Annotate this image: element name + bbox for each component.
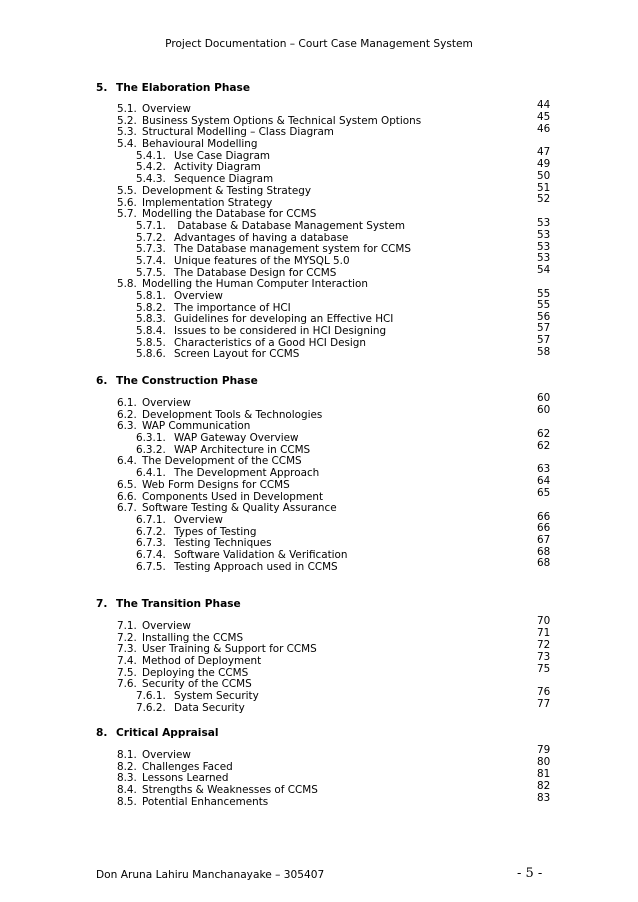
toc-page-number: 53 [537,241,551,253]
toc-page-number: 68 [537,557,551,569]
toc-page-number: 56 [537,311,551,323]
toc-page-number: 57 [537,334,551,346]
toc-page-number: 73 [537,651,551,663]
section-title: Critical Appraisal [116,727,219,739]
section-heading [96,598,241,610]
toc-entry-number: 8.4. [117,784,137,797]
toc-page-number: 66 [537,511,551,523]
toc-page-number: 47 [537,146,551,158]
toc-entry-title: Installing the CCMS [142,631,244,644]
toc-entry-number: 7.5. [117,666,137,679]
toc-entry-title: Development Tools & Technologies [142,408,323,421]
toc-entry-number: 7.6. [117,678,137,691]
toc-page-number: 72 [537,639,551,651]
toc-entry-number: 5.1. [117,103,137,115]
toc-page-number: 82 [537,780,551,792]
toc-entry-title: The importance of HCI [174,301,291,314]
toc-entry-number: 5.4.3. [136,173,166,186]
section-heading [96,727,219,739]
toc-entry-title: Web Form Designs for CCMS [142,478,290,491]
section-heading [96,375,258,387]
toc-entry-number: 5.8.5. [136,336,166,349]
toc-page-number: 75 [537,663,551,675]
toc-entry-title: Data Security [174,701,245,714]
toc-page-number: 67 [537,534,551,546]
section-title: The Elaboration Phase [116,82,251,94]
toc-page-number: 65 [537,487,551,499]
toc-entry-number: 5.8.6. [136,348,166,361]
toc-entry-number: 6.7. [117,502,137,515]
toc-entry-title: Structural Modelling – Class Diagram [142,126,334,139]
toc-entry-title: The Development of the CCMS [142,455,302,468]
toc-page-number: 70 [537,615,551,627]
toc-entry-title: Components Used in Development [142,490,324,503]
toc-entry-number: 6.7.5. [136,560,166,573]
toc-entry-title: Challenges Faced [142,760,233,773]
toc-entry-number: 5.4. [117,138,137,151]
toc-page-number: 50 [537,170,551,182]
toc-page-number: 64 [537,475,551,487]
toc-entry-title: Overview [142,749,191,761]
toc-page-number: 68 [537,546,551,558]
toc-entry-title: Unique features of the MYSQL 5.0 [174,254,350,267]
toc-page-number: 53 [537,229,551,241]
toc-entry-title: Characteristics of a Good HCI Design [174,336,366,349]
toc-entry-number: 5.8.3. [136,313,166,326]
toc-entry-number: 8.1. [117,749,137,761]
toc-page-number: 52 [537,193,551,205]
toc-entry-title: Advantages of having a database [174,231,349,244]
toc-page-number: 55 [537,299,551,311]
toc-entry-number: 8.2. [117,760,137,773]
toc-entry-number: 8.3. [117,772,137,785]
section-number: 6. [96,375,108,387]
toc-entry-number: 6.3. [117,420,137,433]
toc-page-number: 51 [537,182,551,194]
toc-entry-title: Overview [174,290,223,302]
toc-entry-title: Lessons Learned [142,772,229,785]
toc-entry-number: 6.1. [117,397,137,409]
toc-page-number: 60 [537,392,551,404]
section-heading [96,82,250,94]
toc-entry-number: 6.7.3. [136,537,166,550]
toc-entry-title: Overview [174,513,223,526]
toc-entry-number: 7.3. [117,643,137,656]
section-title: The Transition Phase [116,598,241,610]
toc-page-number: 54 [537,264,551,276]
toc-page-number: 83 [537,792,551,804]
toc-entry-title: Method of Deployment [142,655,262,668]
toc-entry-title: Security of the CCMS [142,678,252,691]
footer-author: Don Aruna Lahiru Manchanayake – 305407 [96,869,325,881]
toc-page-number: 58 [537,346,551,358]
section-title: The Construction Phase [116,375,258,387]
toc-page-number: 77 [537,698,551,710]
toc-entry-title: Database & Database Management System [174,219,405,232]
toc-page-number: 44 [537,99,551,111]
toc-entry-number: 7.1. [117,620,137,632]
toc-entry-number: 6.5. [117,478,137,491]
toc-entry-title: Potential Enhancements [142,795,269,808]
toc-page-number: 71 [537,627,551,639]
toc-entry-title: Modelling the Database for CCMS [142,208,317,221]
toc-entry-number: 6.2. [117,408,137,421]
toc-entry-number: 7.2. [117,631,137,644]
toc-entry-title: System Security [174,690,259,703]
toc-page-number: 63 [537,463,551,475]
toc-entry-number: 5.7.2. [136,231,166,244]
toc-entry-number: 5.2. [117,114,137,127]
toc-entry-title: Testing Approach used in CCMS [174,560,338,573]
toc-entry-number: 5.6. [117,196,137,209]
toc-entry-title: The Development Approach [174,467,320,480]
section-number: 7. [96,598,108,610]
toc-entry-title: Sequence Diagram [174,173,274,186]
toc-entry-title: Guidelines for developing an Effective HCI [174,313,394,326]
toc-entry-title: Overview [142,103,191,115]
footer-page-number: - 5 - [517,866,543,881]
section-number: 5. [96,82,108,94]
toc-entry-number: 5.4.2. [136,161,166,174]
toc-entry-number: 5.7.1. [136,219,166,232]
toc-entry [117,703,317,715]
toc-entry-title: Screen Layout for CCMS [174,348,300,361]
toc-entry-list [117,750,318,808]
toc-entry [117,797,318,809]
toc-entry-number: 5.8. [117,278,137,291]
toc-entry-title: Business System Options & Technical System Options [142,114,422,127]
toc-page-number: 60 [537,404,551,416]
section-number: 8. [96,727,108,739]
toc-entry-title: Software Testing & Quality Assurance [142,502,337,515]
toc-entry-title: Overview [142,397,191,409]
toc-entry-number: 6.7.2. [136,525,166,538]
toc-page-number: 79 [537,744,551,756]
toc-page-number: 66 [537,522,551,534]
toc-entry-title: Issues to be considered in HCI Designing [174,325,387,338]
toc-entry-title: WAP Architecture in CCMS [174,443,311,456]
toc-entry-title: Software Validation & Verification [174,548,348,561]
toc-entry-title: Types of Testing [174,525,257,538]
toc-entry-title: Testing Techniques [174,537,272,550]
toc-page-number: 53 [537,252,551,264]
toc-page-number: 80 [537,756,551,768]
toc-page-number: 53 [537,217,551,229]
toc-entry-list [117,104,421,361]
toc-entry-title: User Training & Support for CCMS [142,643,317,656]
toc-page-number: 76 [537,686,551,698]
toc-entry-number: 7.6.1. [136,690,166,703]
toc-entry-number: 6.4. [117,455,137,468]
toc-page-number: 49 [537,158,551,170]
toc-entry-number: 6.7.1. [136,513,166,526]
toc-entry-number: 5.7.5. [136,266,166,279]
toc-page-number: 45 [537,111,551,123]
toc-entry-number: 7.6.2. [136,701,166,714]
toc-entry-number: 5.7.4. [136,254,166,267]
toc-entry-title: WAP Communication [142,420,251,433]
toc-entry-number: 5.4.1. [136,149,166,162]
toc-entry-title: The Database Design for CCMS [174,266,337,279]
toc-entry-number: 5.5. [117,184,137,197]
toc-page-number: 55 [537,288,551,300]
toc-entry-number: 7.4. [117,655,137,668]
toc-entry-number: 5.7. [117,208,137,221]
toc-entry-title: Use Case Diagram [174,149,271,162]
toc-entry-number: 6.6. [117,490,137,503]
toc-entry-number: 5.8.2. [136,301,166,314]
toc-entry-number: 5.8.4. [136,325,166,338]
toc-entry-number: 6.7.4. [136,548,166,561]
toc-entry-number: 6.3.2. [136,443,166,456]
toc-page-number: 62 [537,440,551,452]
toc-page-number: 62 [537,428,551,440]
toc-page-number: 57 [537,322,551,334]
toc-entry-title: Behavioural Modelling [142,138,258,151]
toc-page-number: 46 [537,123,551,135]
toc-entry-title: Modelling the Human Computer Interaction [142,278,368,291]
toc-entry [117,349,421,361]
toc-entry-number: 6.3.1. [136,432,166,445]
toc-entry-title: Deploying the CCMS [142,666,249,679]
toc-entry-title: The Database management system for CCMS [174,243,411,256]
toc-entry-title: Overview [142,620,191,632]
toc-entry-number: 5.7.3. [136,243,166,256]
toc-entry-title: Implementation Strategy [142,196,273,209]
toc-entry-number: 5.8.1. [136,290,166,302]
toc-entry-list [117,398,348,573]
toc-entry-number: 8.5. [117,795,137,808]
toc-entry-number: 6.4.1. [136,467,166,480]
toc-entry-title: WAP Gateway Overview [174,432,299,445]
toc-entry-number: 5.3. [117,126,137,139]
toc-entry [117,562,348,574]
page-header: Project Documentation – Court Case Management System [165,38,473,50]
toc-entry-title: Strengths & Weaknesses of CCMS [142,784,318,797]
toc-entry-list [117,621,317,715]
toc-entry-title: Development & Testing Strategy [142,184,312,197]
toc-page-number: 81 [537,768,551,780]
toc-entry-title: Activity Diagram [174,161,261,174]
